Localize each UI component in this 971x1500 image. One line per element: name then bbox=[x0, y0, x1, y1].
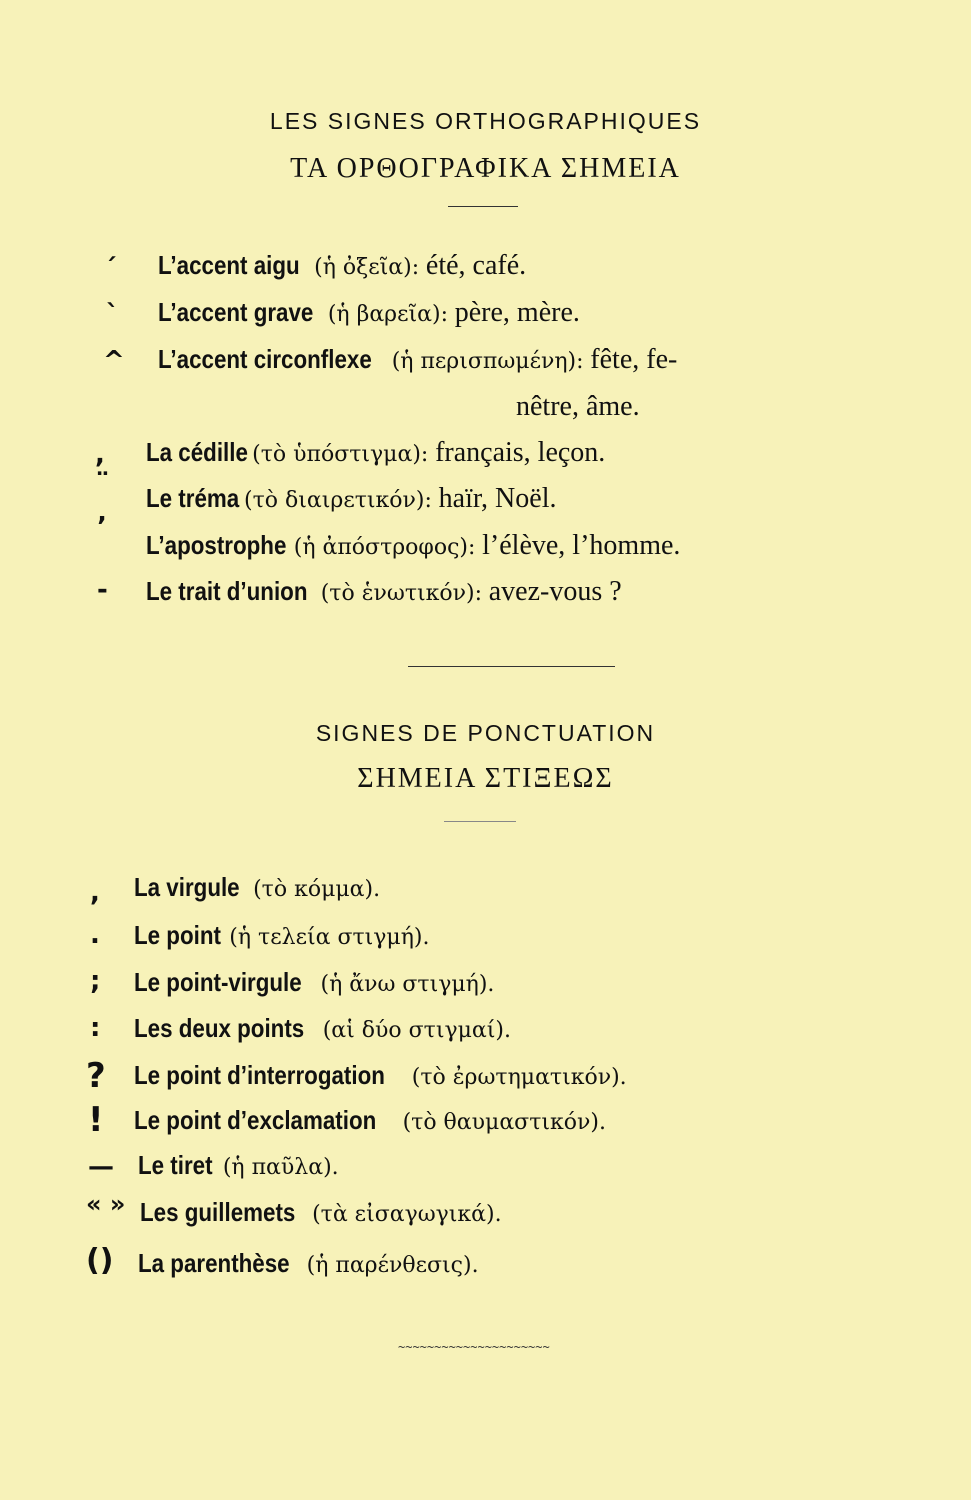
item-greek: (τὸ ἐρωτηματικόν). bbox=[411, 1065, 627, 1090]
list-item bbox=[134, 967, 509, 998]
item-greek: (ἡ παῦλα). bbox=[222, 1155, 339, 1180]
list-item bbox=[134, 872, 390, 903]
item-greek: (ἡ ὀξεῖα): bbox=[314, 255, 420, 280]
item-greek: (ἡ τελεία στιγμή). bbox=[229, 925, 430, 950]
item-term: Le point-virgule bbox=[134, 967, 302, 997]
item-term: Le trait d’union bbox=[146, 576, 308, 606]
period-sign-icon: . bbox=[90, 920, 100, 950]
item-example: l’élève, l’homme. bbox=[482, 530, 681, 561]
item-greek: (τὸ θαυμαστικόν). bbox=[402, 1110, 606, 1135]
dash-sign-icon: — bbox=[88, 1152, 114, 1182]
list-item bbox=[146, 483, 574, 515]
item-greek: (ἡ παρένθεσις). bbox=[306, 1253, 479, 1278]
section2-title-gr: ΣΗΜΕΙΑ ΣΤΙΞΕΩΣ bbox=[357, 763, 614, 794]
list-item bbox=[158, 344, 699, 376]
item-greek: (τὸ ὑπόστιγμα): bbox=[252, 442, 429, 467]
item-greek: (αἱ δύο στιγμαί). bbox=[322, 1018, 511, 1043]
item-example: français, leçon. bbox=[435, 437, 606, 468]
parentheses-sign-icon: () bbox=[86, 1243, 114, 1278]
section1-title-gr: ΤΑ ΟΡΘΟΓΡΑΦΙΚΑ ΣΗΜΕΙΑ bbox=[290, 153, 681, 184]
item-greek: (τὰ εἰσαγωγικά). bbox=[312, 1202, 502, 1227]
item-term: L’accent circonflexe bbox=[158, 344, 372, 374]
comma-sign-icon: , bbox=[90, 878, 100, 908]
item-term: L’accent grave bbox=[158, 297, 314, 327]
list-item bbox=[138, 1248, 493, 1279]
list-item bbox=[140, 1197, 517, 1228]
item-greek: (τὸ ἑνωτικόν): bbox=[320, 581, 482, 606]
item-term: Le tiret bbox=[138, 1150, 213, 1180]
acute-sign-icon: ´ bbox=[104, 254, 117, 284]
exclamation-sign-icon: ! bbox=[88, 1100, 104, 1140]
item-term: Le point d’exclamation bbox=[134, 1105, 377, 1135]
item-example: fête, fe- bbox=[590, 344, 678, 375]
section-divider bbox=[408, 666, 615, 667]
item-example-cont: nêtre, âme. bbox=[516, 391, 640, 422]
list-item bbox=[146, 530, 703, 562]
question-sign-icon: ? bbox=[86, 1056, 106, 1096]
item-term: Le point bbox=[134, 920, 221, 950]
item-example: haïr, Noël. bbox=[438, 483, 557, 514]
list-item bbox=[134, 920, 442, 951]
list-item bbox=[158, 250, 541, 282]
item-term: Le tréma bbox=[146, 483, 240, 513]
ornament-divider: ~~~~~~~~~~~~~~~~~~~~~ bbox=[398, 1340, 550, 1354]
item-greek: (ἡ ἄνω στιγμή). bbox=[320, 972, 495, 997]
item-example-continued bbox=[516, 391, 640, 423]
section2-title-fr: SIGNES DE PONCTUATION bbox=[315, 720, 656, 746]
item-example: été, café. bbox=[425, 250, 527, 281]
item-term: Les guillemets bbox=[140, 1197, 296, 1227]
semicolon-sign-icon: ; bbox=[90, 966, 101, 996]
circumflex-sign-icon: ^ bbox=[103, 346, 125, 376]
item-greek: (τὸ διαιρετικόν): bbox=[244, 488, 432, 513]
section1-title-fr: LES SIGNES ORTHOGRAPHIQUES bbox=[269, 108, 702, 134]
item-term: L’accent aigu bbox=[158, 250, 300, 280]
list-item bbox=[146, 576, 641, 608]
list-item bbox=[134, 1105, 626, 1136]
item-term: L’apostrophe bbox=[146, 530, 287, 560]
trema-sign-icon: ¨ bbox=[95, 468, 110, 503]
apostrophe-sign-icon: ’ bbox=[97, 512, 107, 542]
divider-short bbox=[448, 206, 518, 207]
item-term: La cédille bbox=[146, 437, 248, 467]
list-item bbox=[146, 437, 624, 469]
item-term: Le point d’interrogation bbox=[134, 1060, 385, 1090]
list-item bbox=[134, 1060, 647, 1091]
guillemets-sign-icon: « » bbox=[86, 1190, 126, 1218]
grave-sign-icon: ` bbox=[106, 300, 119, 330]
hyphen-sign-icon: - bbox=[97, 575, 108, 605]
item-greek: (ἡ ἀπόστροφος): bbox=[293, 535, 476, 560]
item-greek: (ἡ περισπωμένη): bbox=[391, 349, 584, 374]
list-item bbox=[134, 1013, 527, 1044]
cedilla-sign-icon: , bbox=[95, 440, 105, 470]
item-term: La parenthèse bbox=[138, 1248, 290, 1278]
item-greek: (ἡ βαρεῖα): bbox=[327, 302, 448, 327]
item-greek: (τὸ κόμμα). bbox=[253, 877, 381, 902]
item-example: avez-vous ? bbox=[488, 576, 622, 607]
list-item bbox=[138, 1150, 347, 1181]
colon-sign-icon: : bbox=[90, 1013, 101, 1043]
item-term: La virgule bbox=[134, 872, 240, 902]
item-example: père, mère. bbox=[454, 297, 580, 328]
item-term: Les deux points bbox=[134, 1013, 305, 1043]
divider-short bbox=[444, 821, 516, 822]
list-item bbox=[158, 297, 597, 329]
